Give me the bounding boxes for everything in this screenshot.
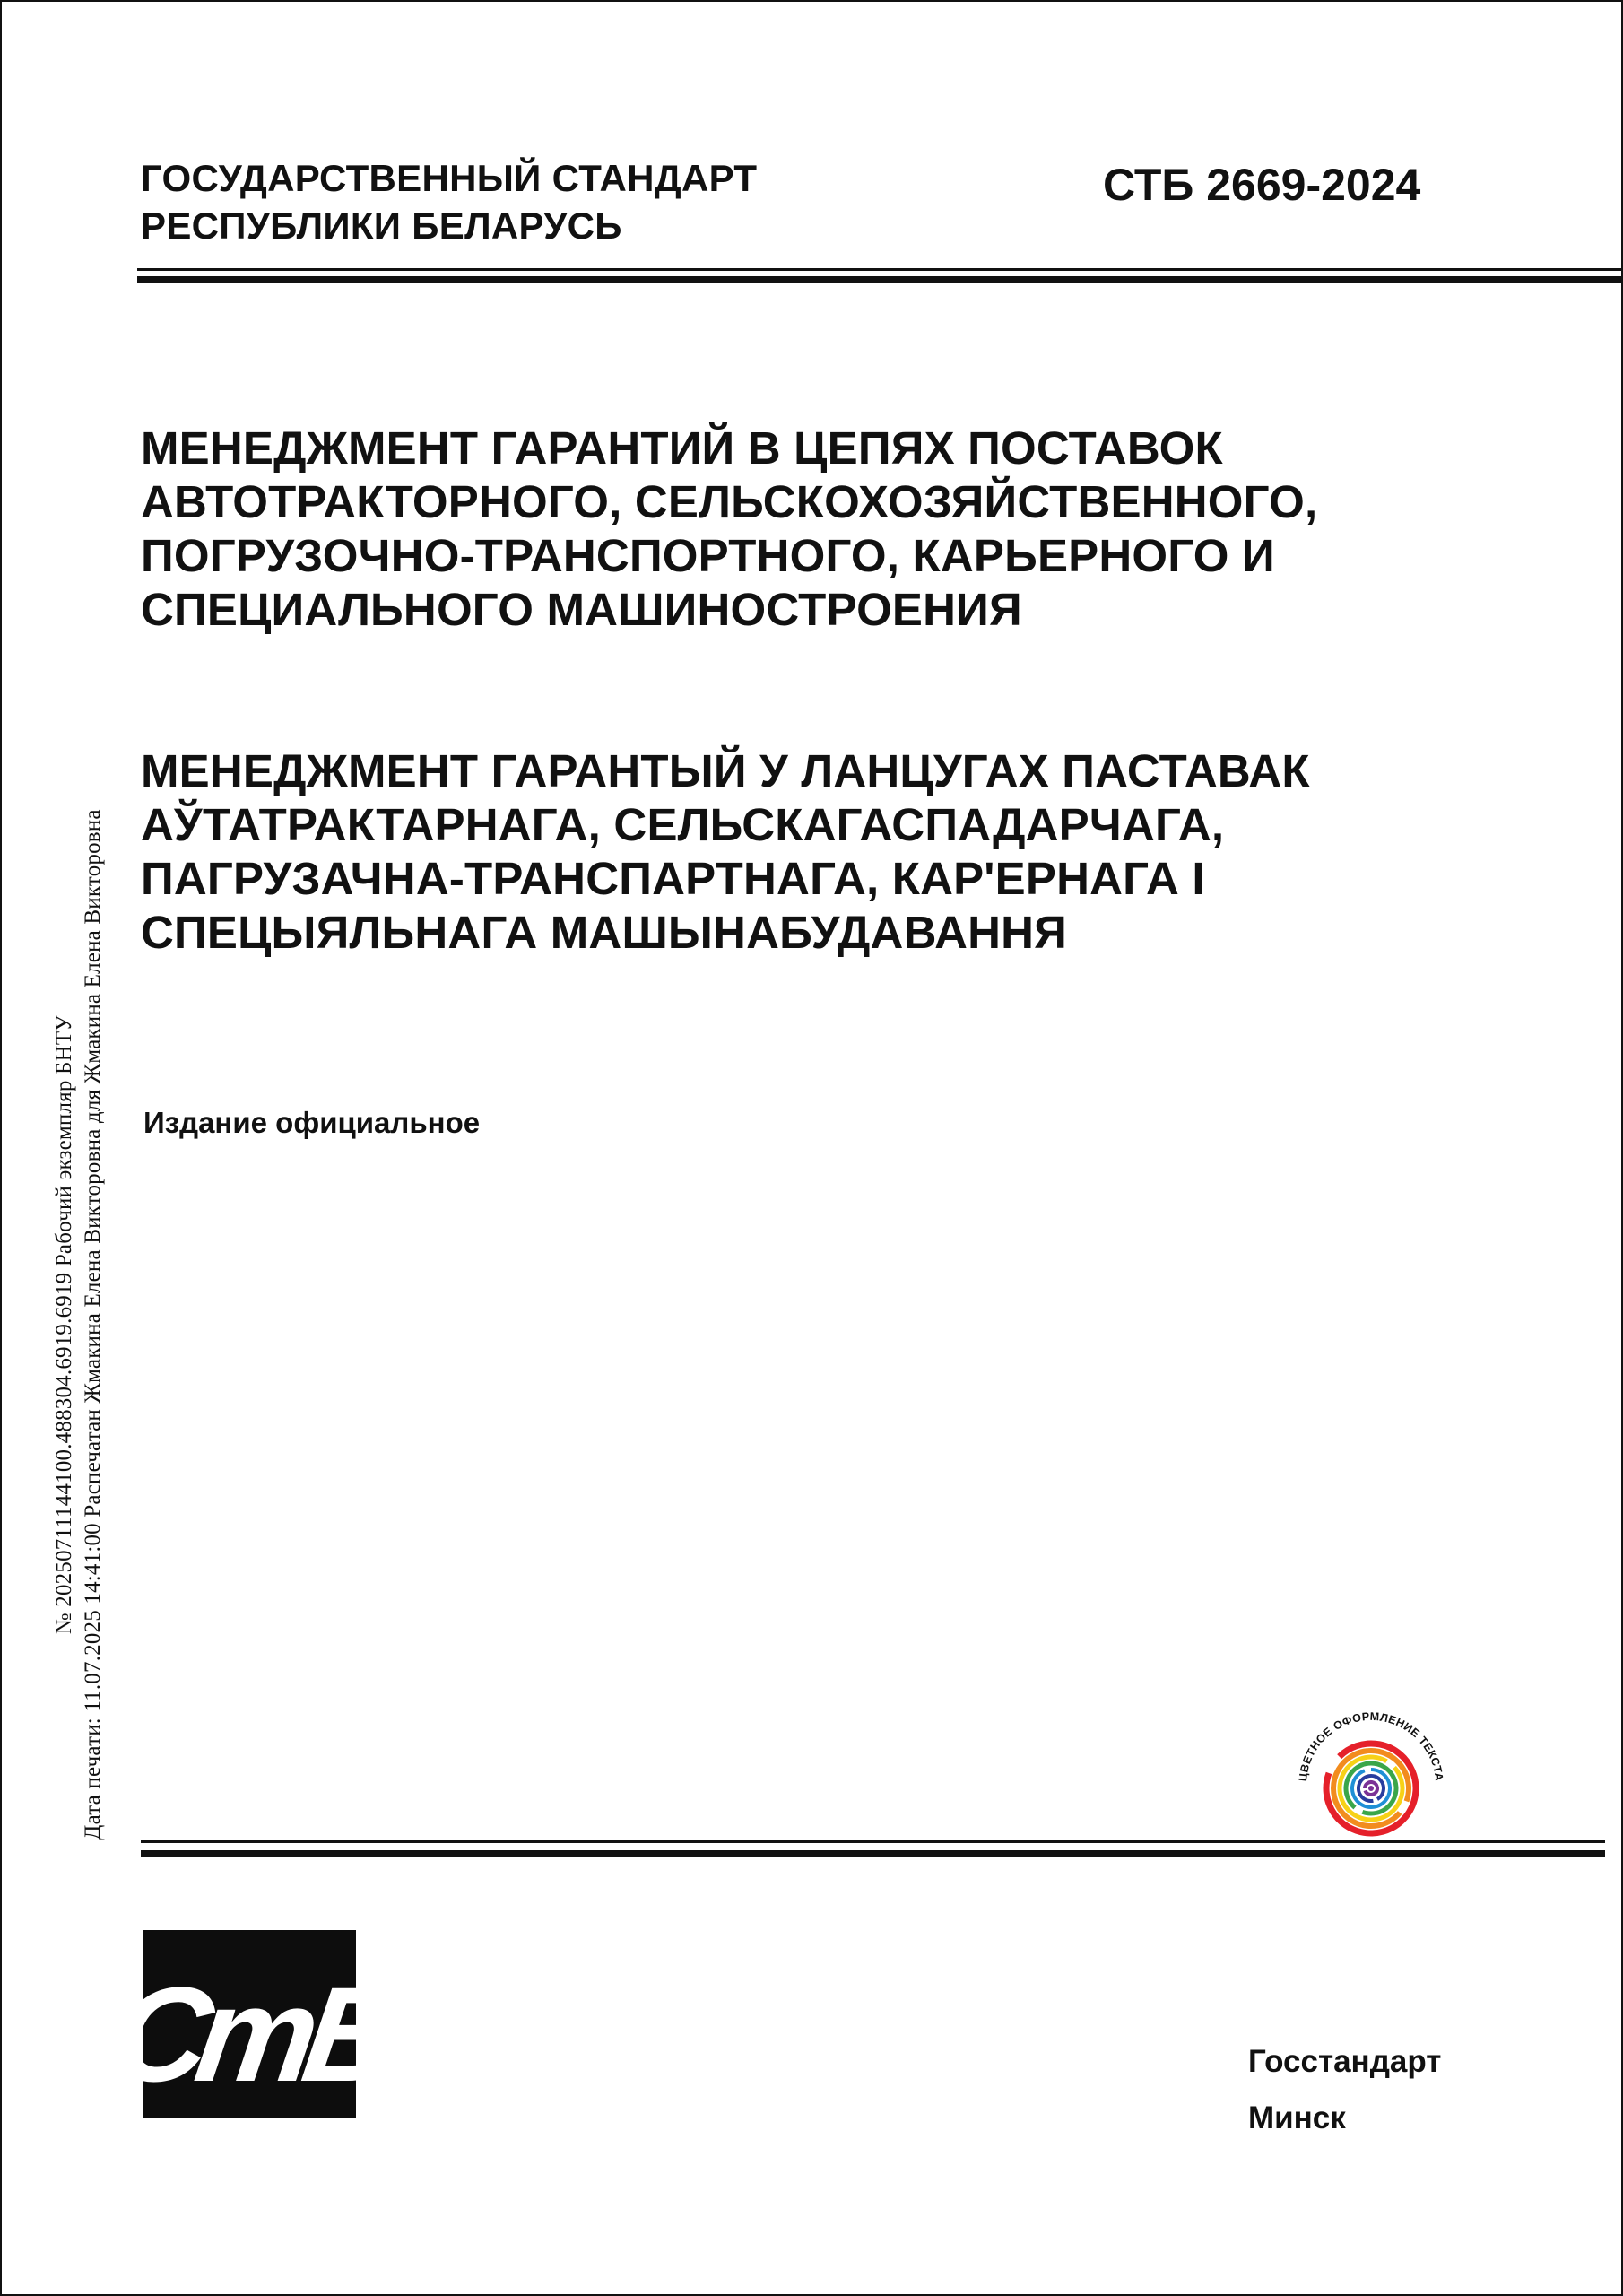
header-rule-thick: [137, 276, 1623, 283]
badge-caption: ЦВЕТНОЕ ОФОРМЛЕНИЕ ТЕКСТА: [1297, 1709, 1445, 1782]
publisher-name: Госстандарт: [1248, 2044, 1442, 2079]
stb-logo-text: СтБ: [102, 1959, 399, 2109]
title-by-line-1: МЕНЕДЖМЕНТ ГАРАНТЫЙ У ЛАНЦУГАХ ПАСТАВАК: [141, 745, 1310, 796]
header-line-2: РЕСПУБЛИКИ БЕЛАРУСЬ: [141, 204, 622, 247]
header-rule-thin: [137, 268, 1623, 271]
title-ru-line-2: АВТОТРАКТОРНОГО, СЕЛЬСКОХОЗЯЙСТВЕННОГО,: [141, 476, 1318, 527]
edition-label: Издание официальное: [143, 1106, 481, 1139]
title-belarusian: [141, 744, 1310, 960]
side-stamp-line-2: Дата печати: 11.07.2025 14:41:00 Распечатан Жмакина Елена Викторовна для Жмакина Елена Викторовна: [81, 809, 105, 1840]
footer-rule-thick: [141, 1850, 1605, 1857]
side-stamp: [50, 648, 108, 2002]
title-ru-line-3: ПОГРУЗОЧНО-ТРАНСПОРТНОГО, КАРЬЕРНОГО И: [141, 530, 1275, 581]
stb-logo: [102, 1930, 399, 2118]
title-ru-line-4: СПЕЦИАЛЬНОГО МАШИНОСТРОЕНИЯ: [141, 584, 1022, 635]
title-by-line-3: ПАГРУЗАЧНА-ТРАНСПАРТНАГА, КАР'ЕРНАГА І: [141, 853, 1205, 904]
title-by-line-4: СПЕЦЫЯЛЬНАГА МАШЫНАБУДАВАННЯ: [141, 907, 1068, 958]
title-ru-line-1: МЕНЕДЖМЕНТ ГАРАНТИЙ В ЦЕПЯХ ПОСТАВОК: [141, 422, 1223, 474]
side-stamp-line-1: № 20250711144100.488304.6919.6919 Рабочий экземпляр БНТУ: [52, 1014, 76, 1635]
header-line-1: ГОСУДАРСТВЕННЫЙ СТАНДАРТ: [141, 157, 758, 199]
publisher-block: [1248, 2033, 1441, 2146]
standard-header: [141, 154, 757, 249]
title-by-line-2: АЎТАТРАКТАРНАГА, СЕЛЬСКАГАСПАДАРЧАГА,: [141, 799, 1225, 850]
badge-center-dot: [1368, 1786, 1374, 1791]
publisher-city: Минск: [1248, 2100, 1346, 2135]
stb-logo-mark-icon: [102, 1930, 399, 2118]
standard-number: СТБ 2669-2024: [1103, 160, 1421, 210]
title-russian: [141, 422, 1317, 637]
color-print-badge-icon: [1280, 1695, 1463, 1839]
footer-rule-thin: [141, 1840, 1605, 1843]
